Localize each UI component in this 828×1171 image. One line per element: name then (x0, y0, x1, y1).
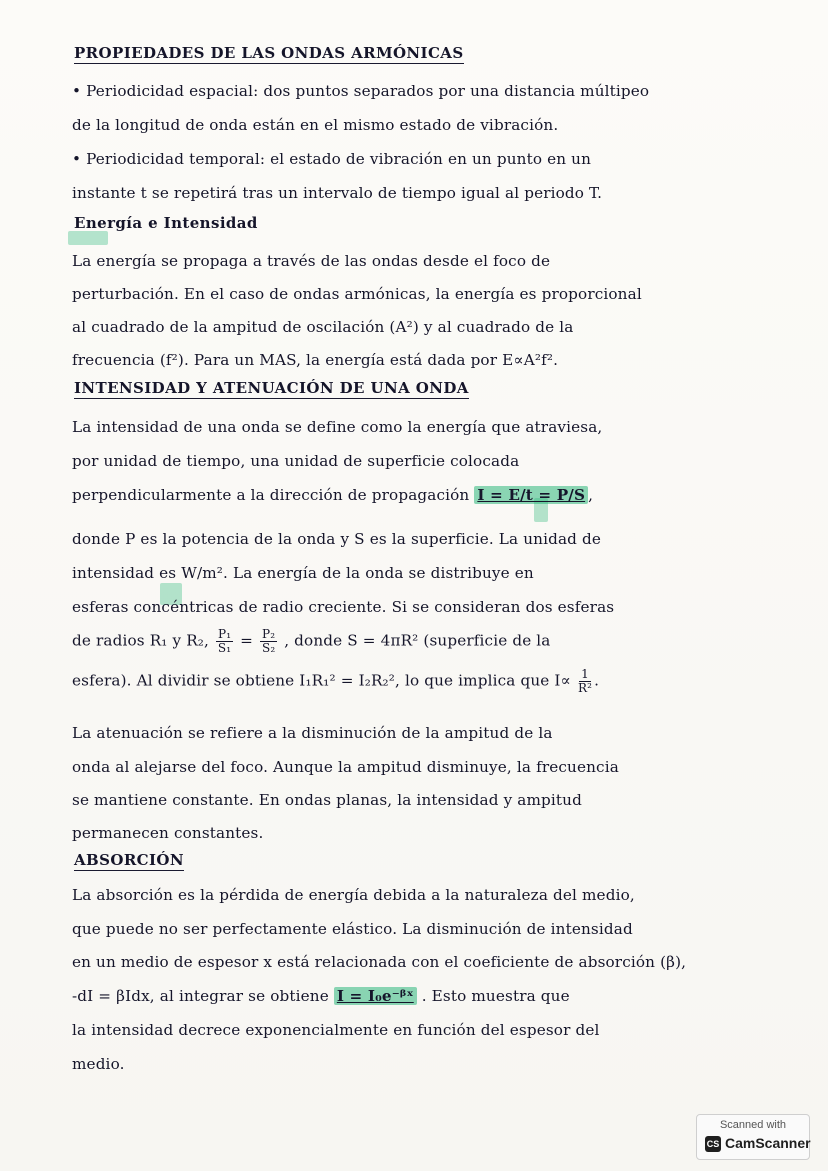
text-line: por unidad de tiempo, una unidad de superficie colocada (72, 452, 520, 470)
text-line: medio. (72, 1055, 125, 1073)
fraction-numerator: P₁ (218, 627, 232, 641)
camscanner-logo-icon: CS (705, 1136, 721, 1152)
fraction-1-r2 (578, 668, 592, 695)
fraction-numerator: P₂ (262, 627, 276, 641)
section-title-energia (74, 214, 258, 233)
marker-smudge (68, 231, 108, 245)
text-line: intensidad es W/m². La energía de la onda se distribuye en (72, 564, 534, 582)
fraction-numerator: 1 (581, 667, 589, 681)
text-line: La intensidad de una onda se define como la energía que atraviesa, (72, 418, 603, 436)
text-line: onda al alejarse del foco. Aunque la ampitud disminuye, la frecuencia (72, 758, 619, 776)
text-line: La atenuación se refiere a la disminución de la ampitud de la (72, 724, 553, 742)
text-line: donde P es la potencia de la onda y S es la superficie. La unidad de (72, 530, 602, 548)
text-line: La energía se propaga a través de las ondas desde el foco de (72, 252, 551, 270)
text-line: perpendicularmente a la dirección de propagación I = E/t = P/S , (72, 486, 594, 504)
section-title-propiedades (74, 44, 464, 64)
text-span: -dI = βIdx, al integrar se obtiene (72, 987, 329, 1005)
text-line: de radios R₁ y R₂, $\frac{\text{P₁}}{\text{S₁}}$ = $\frac{\text{P₂}}{\text{S₂}}$ , donde S = 4πR² (superficie de la (72, 627, 551, 655)
watermark-brand: CamScanner (725, 1135, 811, 1151)
fraction-denominator: S₁ (217, 641, 232, 655)
text-line: perturbación. En el caso de ondas armónicas, la energía es proporcional (72, 285, 642, 303)
section-title-intensidad (74, 379, 469, 399)
text-line: al cuadrado de la ampitud de oscilación (A²) y al cuadrado de la (72, 318, 574, 336)
text-line: • Periodicidad temporal: el estado de vibración en un punto en un (72, 150, 592, 168)
text-line: la intensidad decrece exponencialmente en función del espesor del (72, 1021, 600, 1039)
section-title-text: ABSORCIÓN (74, 851, 185, 869)
text-line: La absorción es la pérdida de energía debida a la naturaleza del medio, (72, 886, 635, 904)
camscanner-watermark (696, 1114, 810, 1160)
watermark-caption: Scanned with (719, 1119, 787, 1131)
section-title-text: Energía e Intensidad (74, 214, 258, 232)
text-line: frecuencia (f²). Para un MAS, la energía está dada por E∝A²f². (72, 351, 559, 369)
section-title-absorcion (74, 851, 184, 871)
fraction-p1-s1 (216, 628, 233, 655)
text-span: esfera). Al dividir se obtiene I₁R₁² = I₂R₂², lo que implica que I∝ (72, 671, 571, 690)
text-line: esfera). Al dividir se obtiene I₁R₁² = I₂R₂², lo que implica que I∝ $\frac{1}{\text{R²}}$ . (72, 667, 600, 695)
fraction-p2-s2 (260, 628, 277, 655)
text-line: que puede no ser perfectamente elástico. La disminución de intensidad (72, 920, 633, 938)
section-title-text: INTENSIDAD Y ATENUACIÓN DE UNA ONDA (74, 379, 469, 397)
text-line: • Periodicidad espacial: dos puntos separados por una distancia múltipeo (72, 82, 650, 100)
intensity-formula: I = E/t = P/S (474, 486, 588, 504)
section-title-text: PROPIEDADES DE LAS ONDAS ARMÓNICAS (74, 44, 464, 62)
text-line: esferas concéntricas de radio creciente. Si se consideran dos esferas (72, 598, 615, 616)
text-span: perpendicularmente a la dirección de propagación (72, 486, 470, 504)
text-line: de la longitud de onda están en el mismo estado de vibración. (72, 116, 559, 134)
text-span: . Esto muestra que (421, 987, 570, 1005)
text-span: de radios R₁ y R₂, (72, 631, 210, 650)
absorption-formula: I = I₀e⁻ᵝˣ (334, 987, 417, 1005)
fraction-denominator: R² (577, 681, 593, 695)
fraction-denominator: S₂ (261, 641, 276, 655)
text-line (72, 985, 772, 1007)
text-line: instante t se repetirá tras un intervalo de tiempo igual al periodo T. (72, 184, 603, 202)
text-line: permanecen constantes. (72, 824, 264, 842)
text-span: , donde S = 4πR² (superficie de la (284, 631, 551, 650)
text-line: en un medio de espesor x está relacionada con el coeficiente de absorción (β), (72, 953, 687, 971)
text-line: se mantiene constante. En ondas planas, la intensidad y ampitud (72, 791, 582, 809)
